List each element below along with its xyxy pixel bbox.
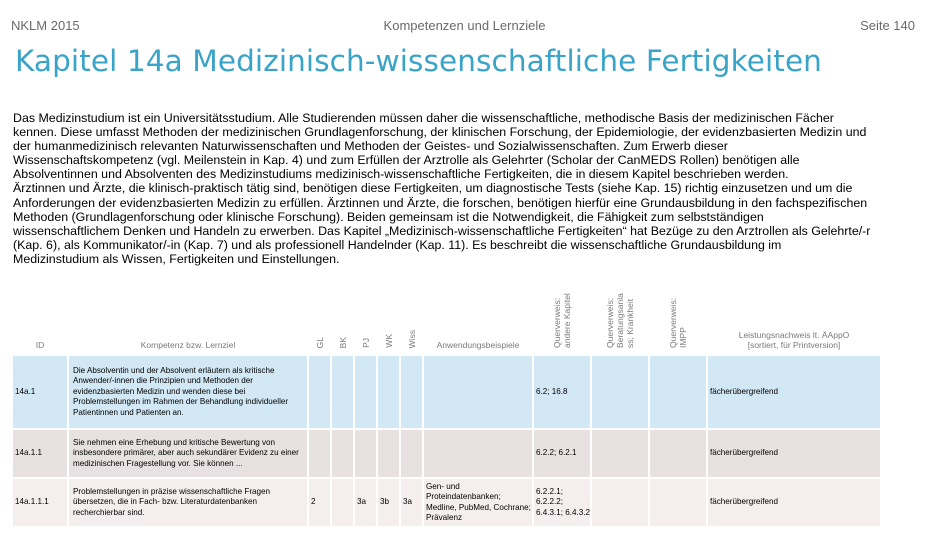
intro-line: Ärztinnen und Ärzte, die klinisch-praktisch tätig sind, benötigen diese Fertigkeiten, um diagnostische Tests (siehe Kap. 15) richtig einzusetzen und um die — [13, 181, 853, 196]
col-header-leistung-line2: [sortiert, für Printversion] — [747, 340, 841, 350]
table-row — [13, 430, 880, 477]
cell-id: 14a.1.1 — [13, 430, 67, 477]
cell-leistung: fächerübergreifend — [708, 479, 880, 526]
cell-qv-beratung — [592, 479, 648, 526]
cell-wiss — [401, 356, 422, 428]
cell-wk: 3b — [378, 479, 399, 526]
cell-wk — [378, 356, 399, 428]
col-header-id: ID — [35, 340, 45, 350]
cell-bk — [332, 356, 353, 428]
col-header-gl — [309, 288, 330, 354]
cell-qv-impp — [650, 479, 706, 526]
cell-anwendung: Gen- und Proteindatenbanken; Medline, PubMed, Cochrane; Prävalenz — [424, 479, 532, 526]
cell-wk — [378, 430, 399, 477]
cell-qv-beratung — [592, 356, 648, 428]
intro-line: Methoden (Grundlagenforschung oder klinische Forschung). Beiden gemeinsam ist die Notwendigkeit, die Fähigkeit zum selbstständigen — [13, 209, 764, 224]
col-header-wiss — [401, 288, 422, 354]
cell-qv-kapitel: 6.2; 16.8 — [534, 356, 590, 428]
intro-line: kennen. Diese umfasst Methoden der medizinischen Grundlagenforschung, der klinischen Forschung, der Epidemiologie, der evidenzbasierten Medizin und — [13, 125, 867, 140]
intro-line: der humanmedizinisch relevanten Naturwissenschaften und Methoden der Geistes- und Sozialwissenschaften. Zum Erwerb dieser — [13, 139, 728, 154]
col-header-wiss-label: Wiss — [406, 329, 417, 348]
col-header-kompetenz: Kompetenz bzw. Lernziel — [140, 340, 236, 350]
header-document-name: NKLM 2015 — [11, 18, 80, 33]
cell-wiss: 3a — [401, 479, 422, 526]
cell-anwendung — [424, 430, 532, 477]
cell-gl — [309, 430, 330, 477]
col-header-qv-impp-label: Querverweis: IMPP — [668, 297, 688, 348]
col-header-wk-label: WK — [383, 334, 394, 348]
col-header-pj — [355, 288, 376, 354]
cell-id: 14a.1.1.1 — [13, 479, 67, 526]
intro-paragraph — [13, 111, 923, 266]
cell-kompetenz: Die Absolventin und der Absolvent erläutern als kritische Anwender/-innen die Prinzipien und Methoden der evidenzbasierten Medizin und wenden diese bei Problemstellungen im Rahmen der Behandlung individueller Patientinnen und Patienten an. — [69, 356, 307, 428]
col-header-qv-kapitel-label: Querverweis: andere Kapitel — [552, 293, 572, 348]
col-header-bk — [332, 288, 353, 354]
cell-qv-impp — [650, 430, 706, 477]
competency-table — [11, 286, 882, 528]
cell-gl — [309, 356, 330, 428]
cell-id: 14a.1 — [13, 356, 67, 428]
intro-line: (Kap. 6), als Kommunikator/-in (Kap. 7) und als professionell Handelnder (Kap. 11). Es beschreibt die wissenschaftliche Grundausbildung im — [13, 237, 782, 252]
col-header-anwendung: Anwendungsbeispiele — [436, 340, 520, 350]
cell-pj — [355, 430, 376, 477]
cell-kompetenz: Sie nehmen eine Erhebung und kritische Bewertung von insbesondere primärer, aber auch sekundärer Evidenz zu einer medizinischen Fragestellung vor. Sie können ... — [69, 430, 307, 477]
header-section: Kompetenzen und Lernziele — [383, 18, 546, 33]
cell-kompetenz: Problemstellungen in präzise wissenschaftliche Fragen übersetzen, die in Fach- bzw. Literaturdatenbanken recherchierbar sind. — [69, 479, 307, 526]
col-header-bk-label: BK — [337, 336, 348, 348]
col-header-pj-label: PJ — [360, 338, 371, 348]
intro-line: Anforderungen der evidenzbasierten Medizin zu erfüllen. Ärztinnen und Ärzte, die forschen, benötigen hierfür eine Grundausbildung in den fachspezifischen — [13, 195, 868, 210]
col-header-qv-kapitel — [534, 288, 590, 354]
cell-bk — [332, 479, 353, 526]
cell-anwendung — [424, 356, 532, 428]
cell-qv-beratung — [592, 430, 648, 477]
cell-qv-kapitel: 6.2.2; 6.2.1 — [534, 430, 590, 477]
intro-line: wissenschaftlichem Denken und Handeln zu erwerben. Das Kapitel „Medizinisch-wissenschaftliche Fertigkeiten“ hat Bezüge zu den Arztrollen als Gelehrte/-r — [13, 223, 871, 238]
cell-leistung: fächerübergreifend — [708, 430, 880, 477]
cell-qv-impp — [650, 356, 706, 428]
col-header-qv-beratung-label: Querverweis: Beratungsanla ss; Krankheit — [605, 293, 635, 348]
intro-line: Medizinstudium als Wissen, Fertigkeiten und Einstellungen. — [13, 251, 340, 266]
table-header-row — [13, 288, 880, 354]
intro-line: Wissenschaftskompetenz (vgl. Meilenstein in Kap. 4) und zum Erfüllen der Arztrolle als Gelehrter (Scholar der CanMEDS Rollen) benötigen alle — [13, 153, 800, 168]
intro-line: Absolventinnen und Absolventen des Medizinstudiums medizinisch-wissenschaftliche Fertigkeiten, die in diesem Kapitel beschrieben werden. — [13, 167, 789, 182]
table-row — [13, 356, 880, 428]
cell-gl: 2 — [309, 479, 330, 526]
col-header-leistung — [708, 288, 880, 354]
header-page-number: Seite 140 — [860, 18, 915, 33]
cell-pj — [355, 356, 376, 428]
cell-wiss — [401, 430, 422, 477]
cell-leistung: fächerübergreifend — [708, 356, 880, 428]
intro-line: Das Medizinstudium ist ein Universitätsstudium. Alle Studierenden müssen daher die wissenschaftliche, methodische Basis der medizinischen Fächer — [13, 111, 834, 125]
cell-pj: 3a — [355, 479, 376, 526]
chapter-title: Kapitel 14a Medizinisch-wissenschaftliche Fertigkeiten — [15, 44, 822, 78]
col-header-wk — [378, 288, 399, 354]
col-header-qv-beratung — [592, 288, 648, 354]
cell-bk — [332, 430, 353, 477]
cell-qv-kapitel: 6.2.2.1; 6.2.2.2; 6.4.3.1; 6.4.3.2 — [534, 479, 590, 526]
table-row — [13, 479, 880, 526]
col-header-leistung-line1: Leistungsnachweis lt. ÄAppO — [738, 330, 850, 340]
col-header-gl-label: GL — [314, 336, 325, 348]
col-header-qv-impp — [650, 288, 706, 354]
